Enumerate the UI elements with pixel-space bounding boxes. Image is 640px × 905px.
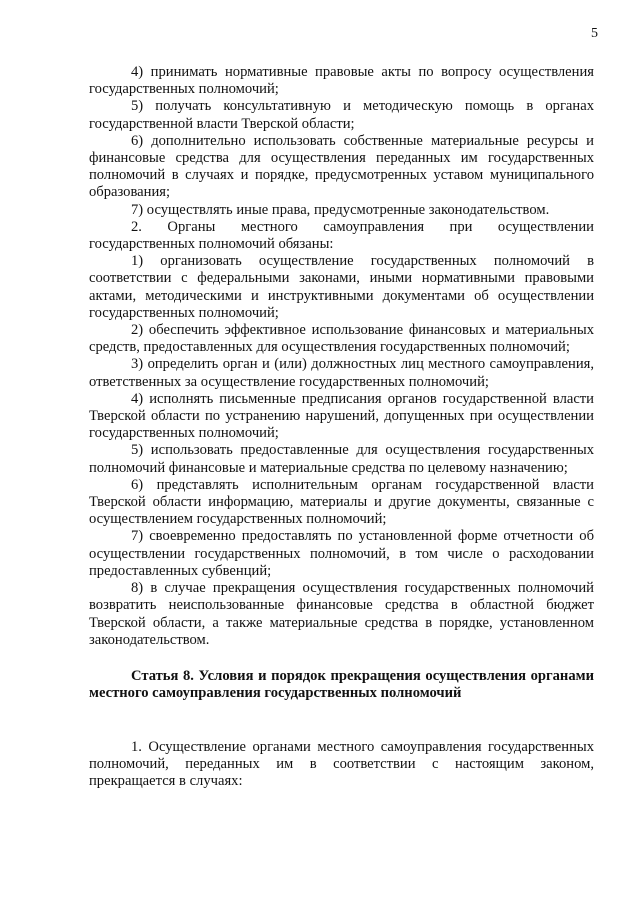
spacer <box>89 717 594 739</box>
paragraph: 2. Органы местного самоуправления при осуществлении государственных полномочий обязаны: <box>89 218 594 253</box>
paragraph: 7) своевременно предоставлять по установленной форме отчетности об осуществлении государственных полномочий, в том числе о расходовании предоставленных субвенций; <box>89 528 594 579</box>
paragraph: 4) принимать нормативные правовые акты по вопросу осуществления государственных полномочий; <box>89 64 594 98</box>
paragraph: 1. Осуществление органами местного самоуправления государственных полномочий, переданных им в соответствии с настоящим законом, прекращается в случаях: <box>89 738 594 790</box>
paragraph: 6) представлять исполнительным органам государственной власти Тверской области информацию, материалы и другие документы, связанные с осуществлением государственных полномочий; <box>89 476 594 528</box>
paragraph: 4) исполнять письменные предписания органов государственной власти Тверской области по устранению нарушений, допущенных при осуществлении государственных полномочий; <box>89 390 594 442</box>
paragraph: 7) осуществлять иные права, предусмотренные законодательством. <box>131 201 550 218</box>
paragraph: 2) обеспечить эффективное использование финансовых и материальных средств, предоставленных для осуществления государственных полномочий; <box>89 322 594 356</box>
paragraph: 5) получать консультативную и методическую помощь в органах государственной власти Тверской области; <box>89 98 594 132</box>
paragraph: 3) определить орган и (или) должностных лиц местного самоуправления, ответственных за осуществление государственных полномочий; <box>89 356 594 390</box>
paragraph: 1) организовать осуществление государственных полномочий в соответствии с федеральными законами, иными нормативными правовыми актами, методическими и инструктивными документами об осуществлении государственных полномочий; <box>89 253 594 321</box>
document-body <box>89 64 594 791</box>
paragraph: 8) в случае прекращения осуществления государственных полномочий возвратить неиспользованные финансовые средства в областной бюджет Тверской области, а также материальные средства в порядке, установленном законодательством. <box>89 580 594 648</box>
paragraph: 6) дополнительно использовать собственные материальные ресурсы и финансовые средства для осуществления переданных им государственных полномочий в случаях и порядке, предусмотренных уставом муниципального образования; <box>89 132 594 201</box>
article-heading: Статья 8. Условия и порядок прекращения осуществления органами местного самоуправления государственных полномочий <box>89 667 594 702</box>
paragraph: 5) использовать предоставленные для осуществления государственных полномочий финансовые и материальные средства по целевому назначению; <box>89 442 594 476</box>
page-number: 5 <box>591 26 598 41</box>
